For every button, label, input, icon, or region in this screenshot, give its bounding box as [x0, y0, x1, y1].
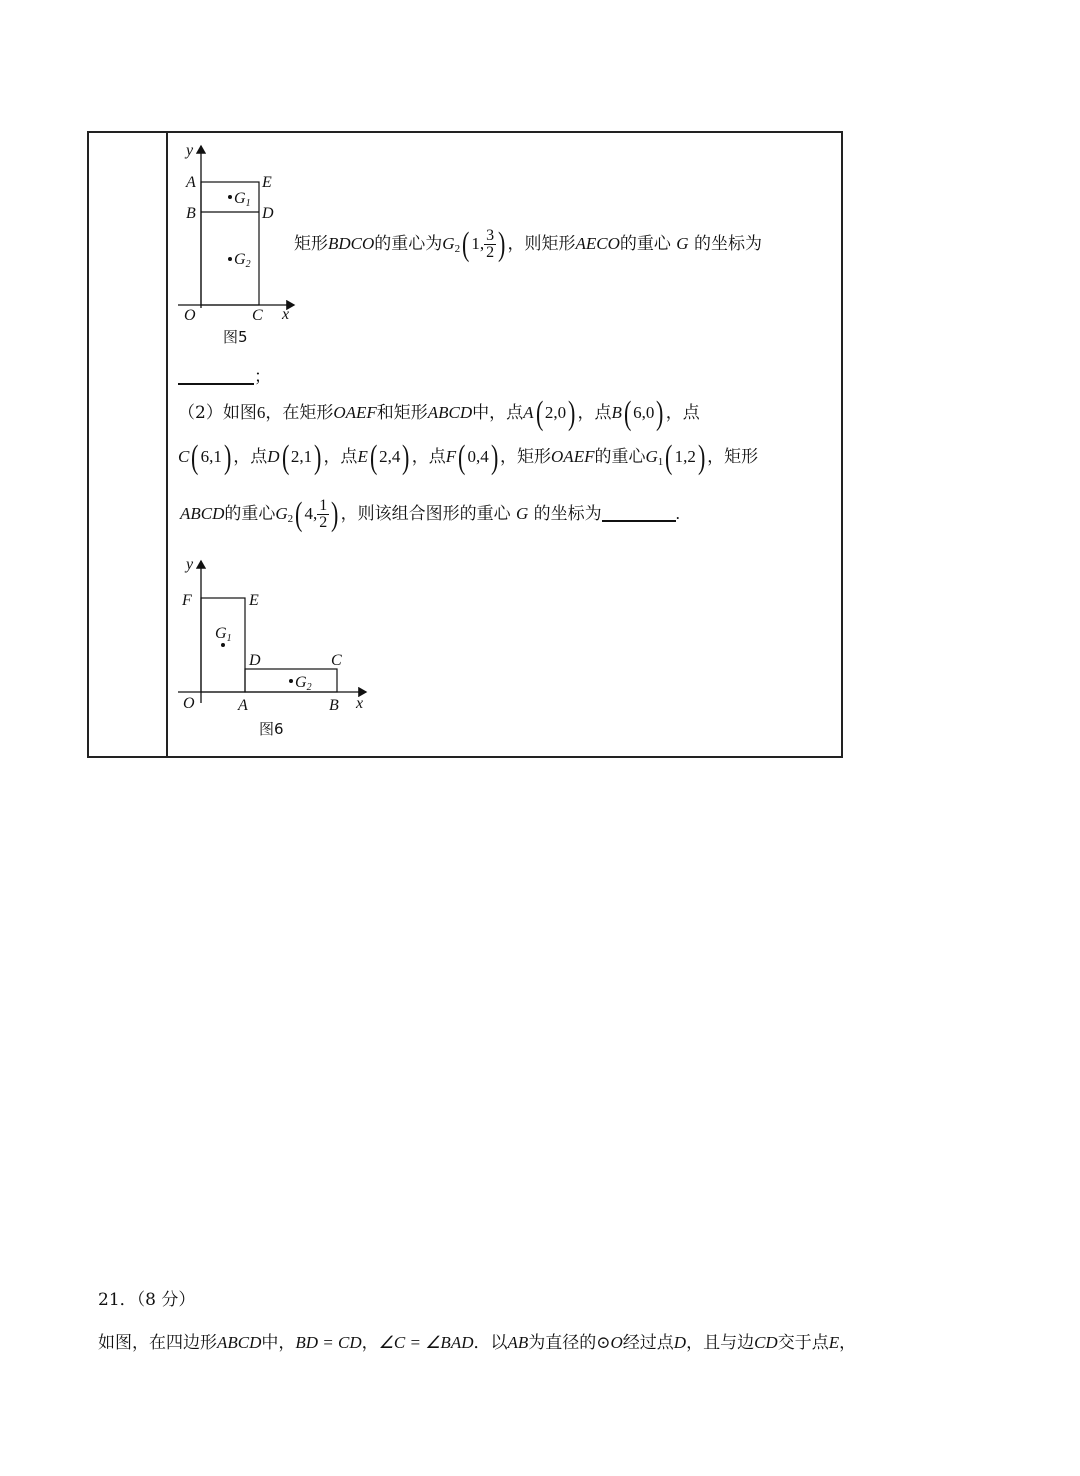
- coord: 6,0: [633, 403, 655, 422]
- centroid-g2-dot: [289, 679, 293, 683]
- subscript: 2: [454, 243, 461, 255]
- equation: ∠C = ∠BAD: [378, 1333, 474, 1352]
- point: D: [267, 447, 280, 466]
- part2-line-2: [178, 438, 759, 477]
- text: ；: [254, 367, 271, 387]
- text: ，点: [665, 403, 700, 423]
- text: 的坐标为: [693, 234, 762, 254]
- text: ，矩形: [500, 447, 552, 467]
- text: ，矩形: [707, 447, 759, 467]
- answer-blank[interactable]: [602, 504, 676, 522]
- axis-label-y: y: [186, 556, 194, 573]
- point-label-a: A: [238, 697, 248, 714]
- part2-line-3: [180, 495, 680, 534]
- left-paren: (: [462, 225, 470, 263]
- figure-5-caption: 图5: [223, 328, 248, 346]
- fraction: [484, 228, 496, 261]
- centroid-g2-label: G2: [234, 251, 251, 270]
- point: D: [673, 1333, 687, 1352]
- figure-5: [170, 138, 310, 353]
- text: ．以: [473, 1333, 508, 1353]
- right-paren: ): [331, 495, 339, 533]
- text: ，则矩形: [507, 234, 576, 254]
- point-label-c: C: [331, 652, 342, 669]
- point-label-o: O: [184, 307, 196, 324]
- quad-name: ABCD: [217, 1333, 262, 1352]
- right-paren: ): [697, 438, 706, 476]
- right-paren: ): [498, 225, 506, 263]
- text: ，点: [323, 447, 358, 467]
- axis-label-y: y: [186, 142, 194, 159]
- axis-label-x: x: [282, 306, 290, 323]
- centroid-symbol: G: [645, 447, 658, 466]
- right-paren: ): [223, 438, 232, 476]
- circle-center: O: [610, 1333, 623, 1352]
- text: 的重心为: [374, 234, 443, 254]
- left-paren: (: [665, 438, 673, 476]
- centroid-g1-label: G1: [234, 190, 251, 209]
- figure-6-caption: 图6: [259, 720, 284, 738]
- point-label-d: D: [262, 205, 274, 222]
- text: （2）如图: [178, 403, 257, 423]
- left-paren: (: [458, 438, 466, 476]
- figure-6: [170, 553, 380, 745]
- text: ，点: [233, 447, 268, 467]
- text: 中，: [261, 1333, 296, 1353]
- segment: AB: [507, 1333, 529, 1352]
- text: 的重心: [619, 234, 671, 254]
- point: C: [178, 447, 190, 466]
- point: E: [357, 447, 368, 466]
- centroid-symbol: G: [515, 504, 529, 523]
- point-label-o: O: [183, 695, 195, 712]
- text: 为直径的⊙: [528, 1333, 611, 1353]
- text: 交于点: [777, 1333, 829, 1353]
- text: ，点: [411, 447, 446, 467]
- right-paren: ): [314, 438, 322, 476]
- equation: BD = CD: [295, 1333, 362, 1352]
- text: 的重心: [224, 504, 276, 524]
- segment: CD: [754, 1333, 778, 1352]
- table-column-divider: [166, 131, 168, 758]
- answer-blank[interactable]: [178, 367, 254, 385]
- text: 如图，在四边形: [98, 1333, 217, 1353]
- text: ，则该组合图形的重心: [340, 504, 511, 524]
- point: E: [828, 1333, 840, 1352]
- left-paren: (: [191, 438, 199, 476]
- right-paren: ): [568, 394, 576, 432]
- point-label-d: D: [249, 652, 261, 669]
- text: 的重心: [594, 447, 646, 467]
- text: ，点: [577, 403, 612, 423]
- coord: 1,: [471, 234, 485, 253]
- axis-label-x: x: [356, 695, 364, 712]
- part2-line-1: [178, 394, 700, 432]
- rect-name: ABCD: [180, 504, 225, 523]
- text: ，: [839, 1333, 857, 1353]
- coord: 0,4: [467, 447, 489, 466]
- text: 经过点: [622, 1333, 674, 1353]
- point-label-c: C: [252, 307, 263, 324]
- rect-name: ABCD: [427, 403, 473, 422]
- denominator: 2: [319, 514, 328, 531]
- figure-number: 6: [256, 403, 266, 422]
- coord: 6,1: [200, 447, 222, 466]
- rect-name: BDCO: [328, 234, 375, 253]
- rect-name: OAEF: [551, 447, 595, 466]
- centroid-g1-dot: [228, 195, 232, 199]
- text: 中，点: [472, 403, 524, 423]
- centroid-symbol: G: [676, 234, 689, 253]
- centroid-g1-label: G1: [215, 625, 232, 644]
- point-label-e: E: [262, 174, 272, 191]
- subscript: 1: [657, 456, 664, 468]
- centroid-g1-dot: [221, 643, 225, 647]
- text: ，在矩形: [265, 403, 334, 423]
- point-label-a: A: [186, 174, 196, 191]
- left-paren: (: [281, 438, 289, 476]
- left-paren: (: [535, 394, 543, 432]
- point-label-b: B: [186, 205, 196, 222]
- numerator: 1: [319, 497, 328, 514]
- centroid-symbol: G: [275, 504, 288, 523]
- text: 和矩形: [376, 403, 428, 423]
- coord: 2,0: [544, 403, 567, 422]
- centroid-g2-dot: [228, 257, 232, 261]
- coord: 4,: [304, 504, 318, 523]
- point: F: [445, 447, 457, 466]
- point-label-b: B: [329, 697, 339, 714]
- point-label-e: E: [249, 592, 259, 609]
- part1-answer-line: [178, 362, 271, 392]
- numerator: 3: [486, 227, 495, 244]
- centroid-symbol: G: [442, 234, 455, 253]
- text: 矩形: [294, 234, 328, 254]
- denominator: 2: [486, 244, 495, 261]
- right-paren: ): [490, 438, 499, 476]
- right-paren: ): [656, 394, 664, 432]
- text: ，且与边: [686, 1333, 755, 1353]
- text: ，: [361, 1333, 379, 1353]
- text: 的坐标为: [533, 504, 602, 524]
- rect-name: OAEF: [333, 403, 377, 422]
- left-paren: (: [369, 438, 378, 476]
- part1-sentence: [294, 225, 762, 264]
- point-label-f: F: [182, 592, 192, 609]
- rect-name: AECO: [575, 234, 620, 253]
- coord: 2,1: [290, 447, 313, 466]
- point: B: [611, 403, 622, 422]
- centroid-g2-label: G2: [295, 674, 312, 693]
- coord: 2,4: [379, 447, 401, 466]
- point: A: [523, 403, 534, 422]
- q21-body: [98, 1328, 856, 1358]
- right-paren: ): [402, 438, 410, 476]
- text: .: [675, 504, 680, 523]
- fraction: [317, 498, 329, 531]
- q21-heading: 21．（8 分）: [98, 1290, 196, 1310]
- left-paren: (: [295, 495, 303, 533]
- subscript: 2: [287, 513, 294, 525]
- left-paren: (: [623, 394, 632, 432]
- coord: 1,2: [674, 447, 696, 466]
